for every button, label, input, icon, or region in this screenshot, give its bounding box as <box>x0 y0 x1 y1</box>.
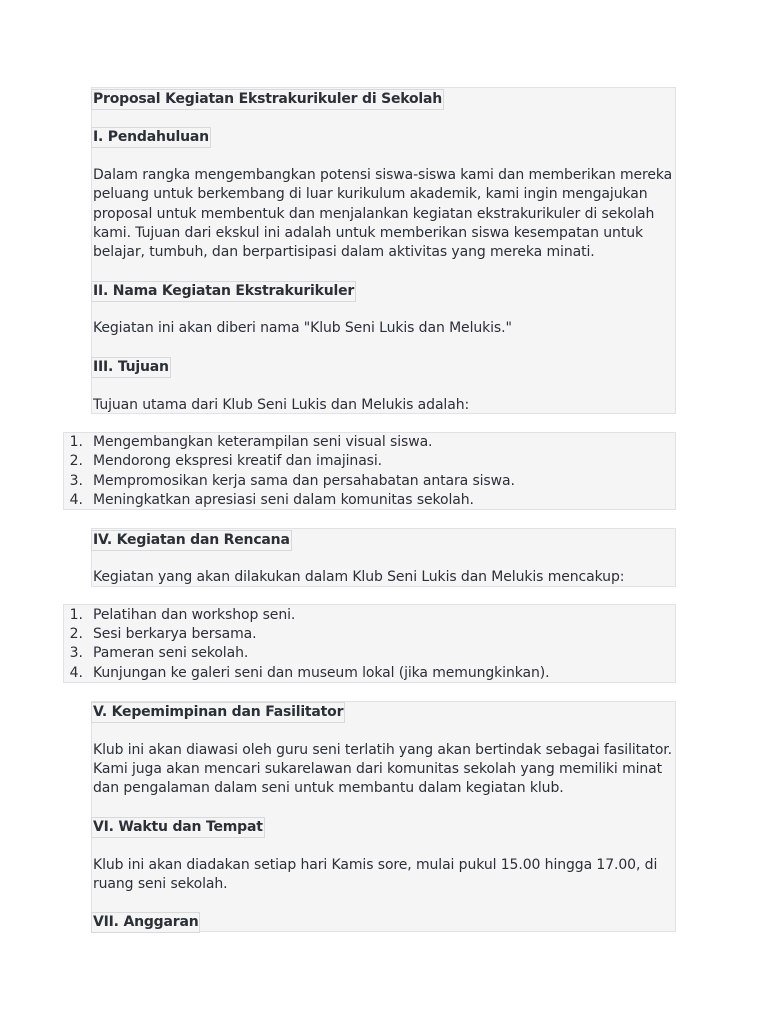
paragraph-line: Kami juga akan mencari sukarelawan dari komunitas sekolah yang memiliki minat <box>93 761 663 777</box>
list-number: 1. <box>69 607 83 623</box>
list-item: Meningkatkan apresiasi seni dalam komunitas sekolah. <box>93 492 474 508</box>
list-number: 3. <box>69 473 83 489</box>
section-heading-nama: II. Nama Kegiatan Ekstrakurikuler <box>91 281 356 302</box>
section-heading-pendahuluan: I. Pendahuluan <box>91 127 211 148</box>
section-heading-tujuan: III. Tujuan <box>91 357 171 378</box>
list-item: Sesi berkarya bersama. <box>93 626 257 642</box>
paragraph-line: dan pengalaman dalam seni untuk membantu dalam kegiatan klub. <box>93 780 564 796</box>
page-title: Proposal Kegiatan Ekstrakurikuler di Sekolah <box>91 89 444 110</box>
paragraph-line: peluang untuk berkembang di luar kurikulum akademik, kami ingin mengajukan <box>93 186 648 202</box>
list-number: 2. <box>69 453 83 469</box>
paragraph-line: belajar, tumbuh, dan berpartisipasi dalam aktivitas yang mereka minati. <box>93 244 595 260</box>
section-heading-kegiatan: IV. Kegiatan dan Rencana <box>91 530 292 551</box>
list-number: 4. <box>69 665 83 681</box>
list-item: Kunjungan ke galeri seni dan museum lokal (jika memungkinkan). <box>93 665 550 681</box>
list-item: Mempromosikan kerja sama dan persahabatan antara siswa. <box>93 473 515 489</box>
list-item: Pelatihan dan workshop seni. <box>93 607 296 623</box>
paragraph-line: Tujuan utama dari Klub Seni Lukis dan Melukis adalah: <box>93 397 470 413</box>
paragraph-line: Klub ini akan diawasi oleh guru seni terlatih yang akan bertindak sebagai fasilitator. <box>93 742 673 758</box>
list-number: 4. <box>69 492 83 508</box>
section-heading-kepemimpinan: V. Kepemimpinan dan Fasilitator <box>91 702 345 723</box>
section-heading-anggaran: VII. Anggaran <box>91 912 200 933</box>
paragraph-line: kami. Tujuan dari ekskul ini adalah untuk memberikan siswa kesempatan untuk <box>93 225 643 241</box>
list-number: 3. <box>69 645 83 661</box>
paragraph-line: Klub ini akan diadakan setiap hari Kamis sore, mulai pukul 15.00 hingga 17.00, di <box>93 857 658 873</box>
list-item: Mengembangkan keterampilan seni visual siswa. <box>93 434 433 450</box>
list-item: Mendorong ekspresi kreatif dan imajinasi. <box>93 453 383 469</box>
list-number: 1. <box>69 434 83 450</box>
list-number: 2. <box>69 626 83 642</box>
paragraph-line: Kegiatan yang akan dilakukan dalam Klub Seni Lukis dan Melukis mencakup: <box>93 569 625 585</box>
paragraph-line: Kegiatan ini akan diberi nama "Klub Seni Lukis dan Melukis." <box>93 320 512 336</box>
list-item: Pameran seni sekolah. <box>93 645 249 661</box>
paragraph-line: proposal untuk membentuk dan menjalankan kegiatan ekstrakurikuler di sekolah <box>93 206 655 222</box>
paragraph-line: Dalam rangka mengembangkan potensi siswa-siswa kami dan memberikan mereka <box>93 167 673 183</box>
section-heading-waktu: VI. Waktu dan Tempat <box>91 817 265 838</box>
paragraph-line: ruang seni sekolah. <box>93 876 228 892</box>
